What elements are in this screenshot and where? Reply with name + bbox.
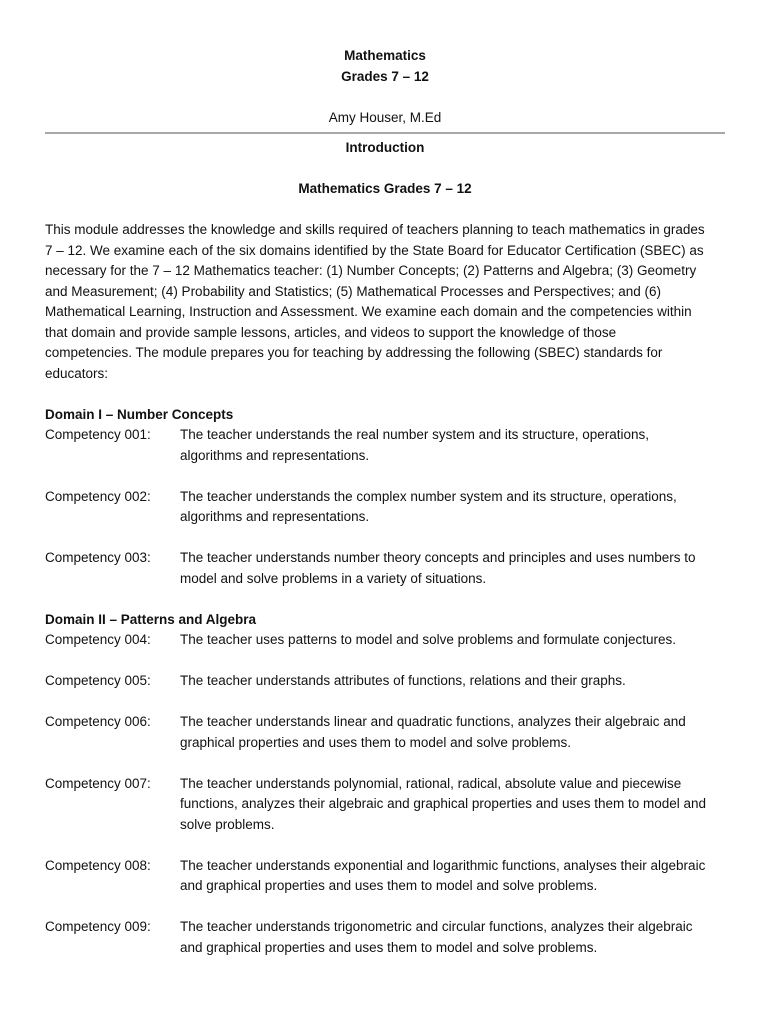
competency-text-line: and graphical properties and uses them to model and solve problems. xyxy=(180,939,598,955)
competency-label: Competency 008: xyxy=(45,857,151,873)
document-subject: Mathematics xyxy=(344,48,426,63)
competency-text-line: and graphical properties and uses them to model and solve problems. xyxy=(180,878,598,893)
competency-description xyxy=(180,487,725,528)
competency-item xyxy=(45,487,725,528)
competency-label: Competency 002: xyxy=(45,488,151,504)
competency-text-line: The teacher understands linear and quadratic functions, analyzes their algebraic and xyxy=(180,714,686,729)
competency-text-line: functions, analyzes their algebraic and graphical properties and uses them to model and xyxy=(180,796,707,811)
horizontal-divider xyxy=(45,132,725,134)
intro-paragraph-line: that domain and provide sample lessons, articles, and videos to support the knowledge of those xyxy=(45,324,617,340)
intro-paragraph-line: competencies. The module prepares you for teaching by addressing the following (SBEC) standards for xyxy=(45,345,663,360)
competency-description xyxy=(180,425,725,466)
intro-paragraph-line: and Measurement; (4) Probability and Statistics; (5) Mathematical Processes and Perspectives; and (6) xyxy=(45,283,662,299)
document-grades: Grades 7 – 12 xyxy=(341,68,429,84)
intro-paragraph-line: This module addresses the knowledge and skills required of teachers planning to teach mathematics in grades xyxy=(45,222,705,237)
competency-text-line: The teacher understands trigonometric and circular functions, analyzes their algebraic xyxy=(180,919,693,934)
competency-label: Competency 004: xyxy=(45,632,151,647)
competency-description xyxy=(180,712,725,753)
domain-title: Domain II – Patterns and Algebra xyxy=(45,611,257,627)
competency-text-line: The teacher understands attributes of functions, relations and their graphs. xyxy=(180,673,626,688)
competency-description xyxy=(180,630,725,651)
competency-label: Competency 006: xyxy=(45,714,151,729)
competency-item xyxy=(45,712,725,753)
intro-paragraph xyxy=(45,220,725,384)
competency-label: Competency 009: xyxy=(45,919,151,934)
competency-item xyxy=(45,774,725,836)
competency-item xyxy=(45,425,725,466)
competency-item xyxy=(45,671,725,692)
intro-paragraph-line: necessary for the 7 – 12 Mathematics teacher: (1) Number Concepts; (2) Patterns and Algebra; (3) Geometry xyxy=(45,263,697,278)
competency-label: Competency 003: xyxy=(45,550,151,565)
competency-text-line: algorithms and representations. xyxy=(180,509,370,524)
competency-item xyxy=(45,917,725,958)
competency-description xyxy=(180,671,725,692)
competency-label: Competency 005: xyxy=(45,673,151,688)
document-author: Amy Houser, M.Ed xyxy=(328,109,442,125)
competency-text-line: The teacher uses patterns to model and solve problems and formulate conjectures. xyxy=(180,632,677,647)
intro-subheading: Mathematics Grades 7 – 12 xyxy=(298,181,472,196)
competency-text-line: The teacher understands the real number system and its structure, operations, xyxy=(180,427,649,442)
intro-paragraph-line: educators: xyxy=(45,365,109,381)
competency-text-line: solve problems. xyxy=(180,816,275,832)
competency-text-line: The teacher understands number theory concepts and principles and uses numbers to xyxy=(180,550,696,565)
intro-paragraph-line: Mathematical Learning, Instruction and Assessment. We examine each domain and the competencies within xyxy=(45,304,692,319)
competency-item xyxy=(45,630,725,651)
competency-text-line: The teacher understands the complex number system and its structure, operations, xyxy=(180,488,677,504)
competency-description xyxy=(180,856,725,897)
competency-description xyxy=(180,917,725,958)
competency-label: Competency 007: xyxy=(45,775,151,791)
intro-heading: Introduction xyxy=(345,140,425,155)
competency-label: Competency 001: xyxy=(45,427,151,442)
competency-text-line: model and solve problems in a variety of situations. xyxy=(180,570,487,586)
competency-text-line: graphical properties and uses them to model and solve problems. xyxy=(180,734,571,750)
competency-text-line: The teacher understands exponential and logarithmic functions, analyses their algebraic xyxy=(180,857,706,873)
competency-text-line: The teacher understands polynomial, rational, radical, absolute value and piecewise xyxy=(180,775,682,791)
intro-paragraph-line: 7 – 12. We examine each of the six domains identified by the State Board for Educator Certification (SBEC) as xyxy=(45,242,704,258)
domain-title: Domain I – Number Concepts xyxy=(45,406,234,422)
competency-text-line: algorithms and representations. xyxy=(180,447,370,463)
competency-item xyxy=(45,856,725,897)
competency-description xyxy=(180,774,725,836)
competency-item xyxy=(45,548,725,589)
competency-description xyxy=(180,548,725,589)
document-page xyxy=(45,46,725,958)
